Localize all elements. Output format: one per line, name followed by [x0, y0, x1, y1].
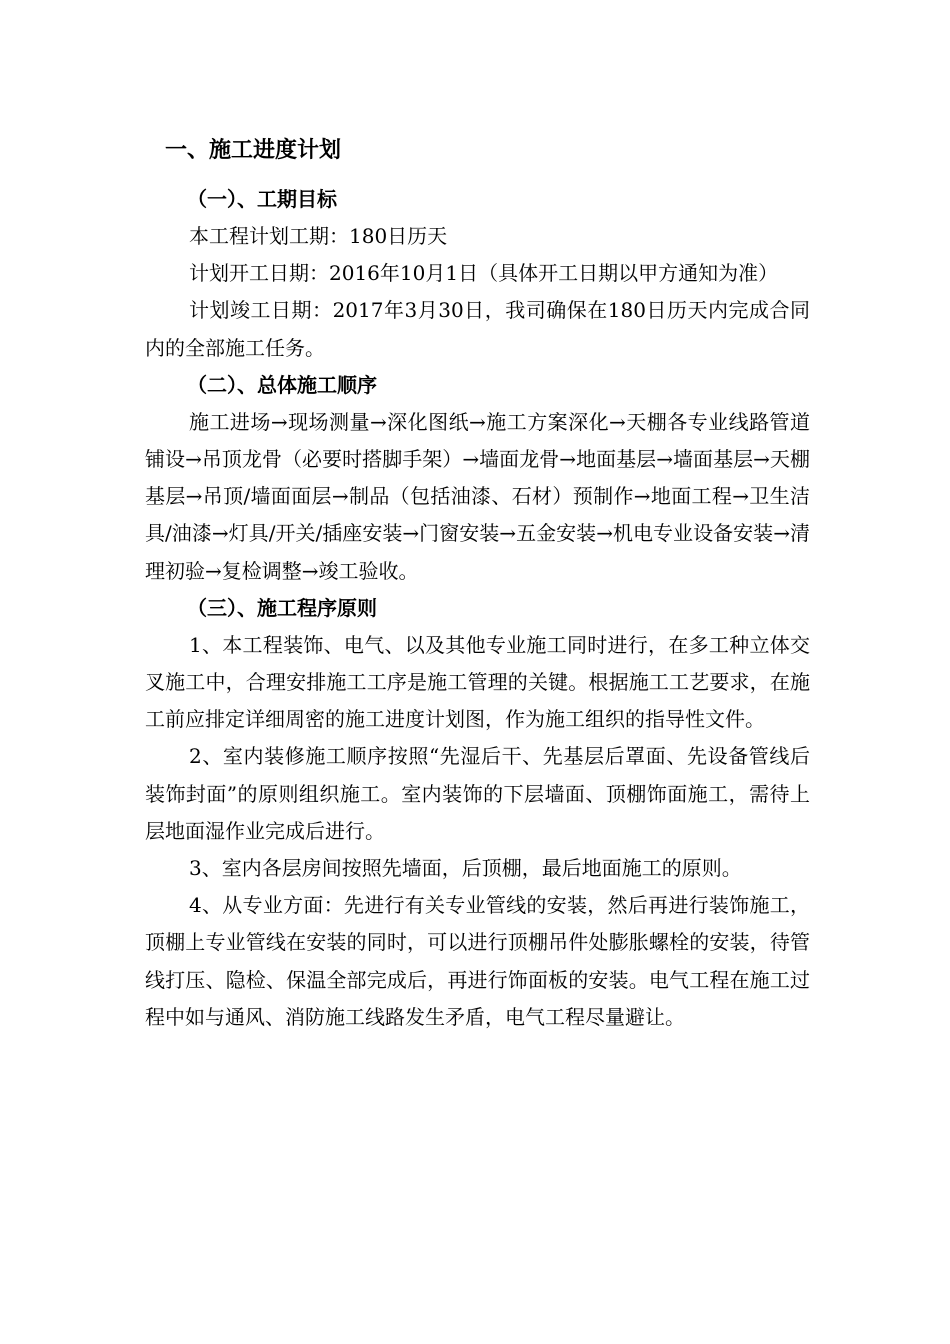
paragraph-principle-2: 2、室内装修施工顺序按照“先湿后干、先基层后罩面、先设备管线后装饰封面”的原则组织施工。室内装饰的下层墙面、顶棚饰面施工，需待上层地面湿作业完成后进行。 — [145, 744, 810, 843]
paragraph-principle-3: 3、室内各层房间按照先墙面，后顶棚，最后地面施工的原则。 — [189, 856, 742, 881]
paragraph-planned-completion-date: 计划竣工日期：2017年3月30日，我司确保在180日历天内完成合同内的全部施工任务。 — [145, 298, 810, 360]
document-body — [145, 132, 810, 1036]
chapter-heading: 一、施工进度计划 — [165, 138, 342, 163]
section-heading-construction-sequence: （二）、总体施工顺序 — [187, 372, 377, 397]
paragraph-principle-1: 1、本工程装饰、电气、以及其他专业施工同时进行，在多工种立体交叉施工中，合理安排施工工序是施工管理的关键。根据施工工艺要求，在施工前应排定详细周密的施工进度计划图，作为施工组织的指导性文件。 — [145, 632, 810, 732]
paragraph-principle-4: 4、从专业方面：先进行有关专业管线的安装，然后再进行装饰施工，顶棚上专业管线在安装的同时，可以进行顶棚吊件处膨胀螺栓的安装，待管线打压、隐检、保温全部完成后，再进行饰面板的安装。电气工程在施工过程中如与通风、消防施工线路发生矛盾，电气工程尽量避让。 — [145, 893, 810, 1029]
section-heading-schedule-goal: （一）、工期目标 — [187, 187, 337, 211]
paragraph-planned-duration: 本工程计划工期：180日历天 — [189, 224, 448, 248]
section-heading-procedure-principles: （三）、施工程序原则 — [187, 595, 377, 620]
paragraph-planned-start-date: 计划开工日期：2016年10月1日（具体开工日期以甲方通知为准） — [189, 261, 779, 286]
paragraph-construction-sequence: 施工进场→现场测量→深化图纸→施工方案深化→天棚各专业线路管道铺设→吊顶龙骨（必要时搭脚手架）→墙面龙骨→地面基层→墙面基层→天棚基层→吊顶/墙面面层→制品（包括油漆、石材）预制作→地面工程→卫生洁具/油漆→灯具/开关/插座安装→门窗安装→五金安装→机电专业设备安装→清理初验→复检调整→竣工验收。 — [145, 409, 810, 583]
